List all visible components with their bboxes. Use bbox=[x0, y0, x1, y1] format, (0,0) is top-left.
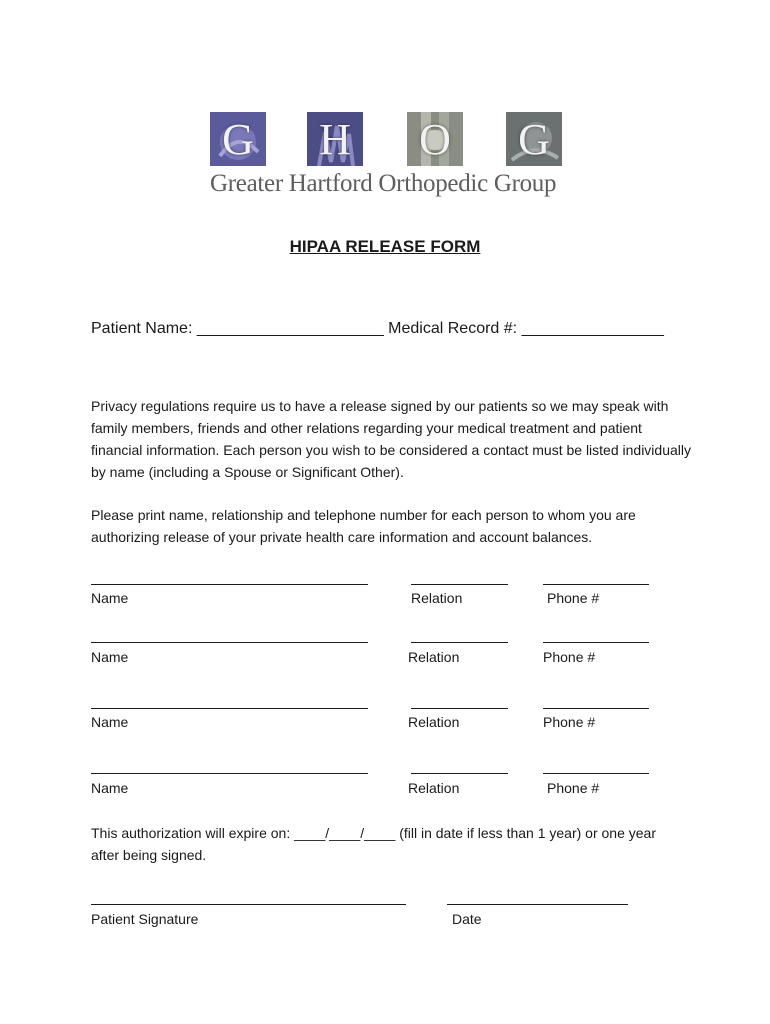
organization-name: Greater Hartford Orthopedic Group bbox=[210, 170, 557, 197]
medical-record-field[interactable]: ________________ bbox=[521, 320, 664, 337]
contact-relation-field[interactable] bbox=[411, 642, 508, 643]
contact-name-label: Name bbox=[91, 590, 129, 606]
logo-tile-g: G bbox=[210, 112, 266, 166]
contact-relation-label: Relation bbox=[411, 590, 463, 606]
signature-field[interactable] bbox=[91, 904, 406, 905]
contact-relation-field[interactable] bbox=[411, 708, 508, 709]
contact-name-field[interactable] bbox=[91, 773, 368, 774]
contact-phone-field[interactable] bbox=[543, 584, 649, 585]
patient-info-line bbox=[91, 320, 664, 338]
logo bbox=[210, 112, 562, 166]
contact-phone-label: Phone # bbox=[543, 714, 596, 730]
contact-phone-label: Phone # bbox=[547, 780, 600, 796]
contact-name-field[interactable] bbox=[91, 584, 368, 585]
contact-phone-field[interactable] bbox=[543, 773, 649, 774]
contact-name-label: Name bbox=[91, 649, 129, 665]
date-field[interactable] bbox=[447, 904, 628, 905]
privacy-paragraph: Privacy regulations require us to have a release signed by our patients so we may speak with family members, friends and other relations regarding your medical treatment and patient financial information. Each person you wish to be considered a contact must be listed individually by name (including a Spouse or Significant Other). bbox=[91, 398, 691, 480]
patient-name-field[interactable]: _____________________ bbox=[196, 320, 384, 337]
contact-phone-field[interactable] bbox=[543, 708, 649, 709]
signature-label: Patient Signature bbox=[91, 911, 199, 927]
patient-name-label: Patient Name: bbox=[91, 320, 193, 337]
medical-record-label: Medical Record #: bbox=[388, 320, 518, 337]
contact-relation-label: Relation bbox=[408, 649, 460, 665]
expiration-statement: This authorization will expire on: ____/____/____ (fill in date if less than 1 year) or one year after being signed. bbox=[91, 825, 656, 863]
contact-phone-label: Phone # bbox=[547, 590, 600, 606]
contact-relation-field[interactable] bbox=[411, 584, 508, 585]
contact-relation-label: Relation bbox=[408, 714, 460, 730]
contact-relation-field[interactable] bbox=[411, 773, 508, 774]
contact-phone-field[interactable] bbox=[543, 642, 649, 643]
logo-tile-o: O bbox=[407, 112, 463, 166]
contact-phone-label: Phone # bbox=[543, 649, 596, 665]
contact-name-label: Name bbox=[91, 780, 129, 796]
instructions-paragraph: Please print name, relationship and telephone number for each person to whom you are authorizing release of your private health care information and account balances. bbox=[91, 507, 636, 545]
contact-relation-label: Relation bbox=[408, 780, 460, 796]
form-title: HIPAA RELEASE FORM bbox=[289, 237, 481, 256]
logo-tile-g2: G bbox=[506, 112, 562, 166]
contact-name-field[interactable] bbox=[91, 708, 368, 709]
date-label: Date bbox=[452, 911, 482, 927]
contact-name-label: Name bbox=[91, 714, 129, 730]
logo-tile-h: H bbox=[307, 112, 363, 166]
contact-name-field[interactable] bbox=[91, 642, 368, 643]
